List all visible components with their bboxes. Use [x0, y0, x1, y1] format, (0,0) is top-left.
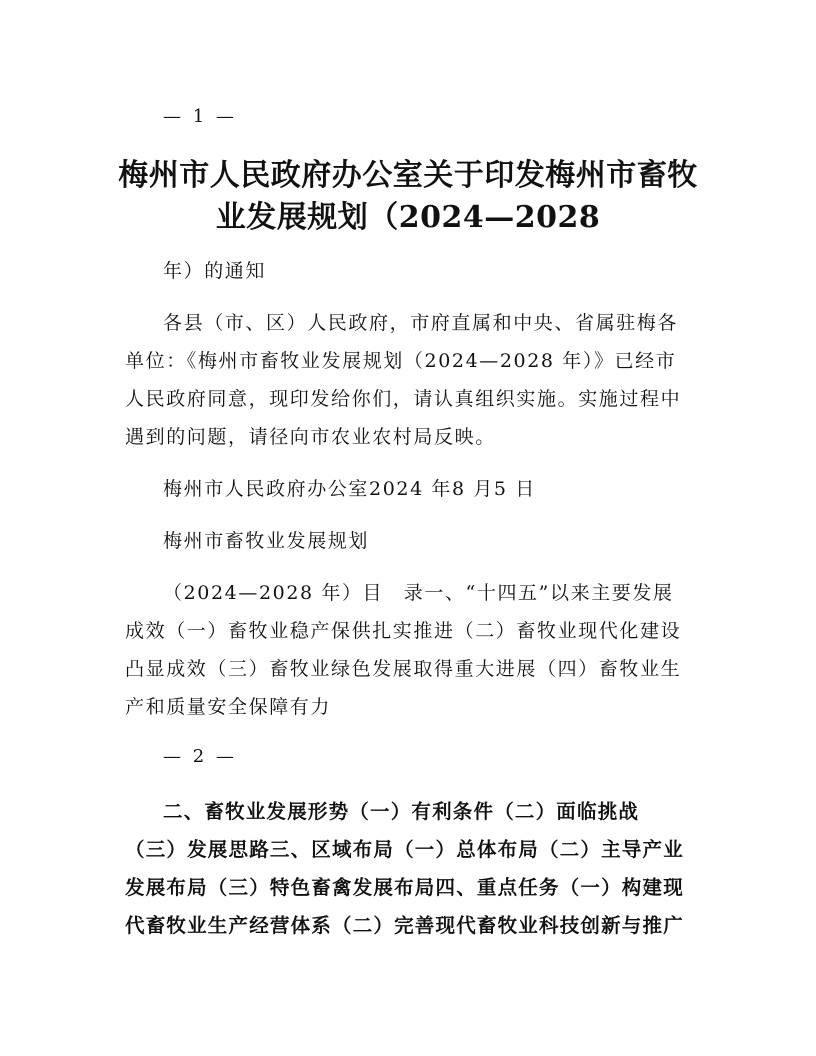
paragraph-line: 遇到的问题，请径向市农业农村局反映。	[125, 426, 496, 448]
document-title-line-2: 业发展规划（2024—2028	[215, 200, 601, 235]
title-continuation: 年）的通知	[163, 260, 267, 282]
page-number-2: — 2 —	[163, 746, 237, 767]
page-number-1: — 1 —	[163, 106, 237, 127]
toc-line: （2024—2028 年）目 录一、“十四五”以来主要发展	[163, 582, 674, 604]
document-title-line-1: 梅州市人民政府办公室关于印发梅州市畜牧	[118, 158, 698, 193]
paragraph-line: 各县（市、区）人民政府，市府直属和中央、省属驻梅各	[163, 312, 679, 334]
outline-line: （三）发展思路三、区域布局（一）总体布局（二）主导产业	[125, 838, 684, 861]
outline-line: 代畜牧业生产经营体系（二）完善现代畜牧业科技创新与推广	[125, 914, 684, 937]
paragraph-line: 人民政府同意，现印发给你们，请认真组织实施。实施过程中	[125, 388, 682, 410]
toc-line: 成效（一）畜牧业稳产保供扎实推进（二）畜牧业现代化建设	[125, 620, 682, 642]
toc-line: 产和质量安全保障有力	[125, 696, 332, 718]
plan-title: 梅州市畜牧业发展规划	[163, 530, 370, 552]
paragraph-line: 单位：《梅州市畜牧业发展规划（2024—2028 年）》已经市	[125, 350, 677, 372]
outline-line: 发展布局（三）特色畜禽发展布局四、重点任务（一）构建现	[125, 876, 684, 899]
toc-line: 凸显成效（三）畜牧业绿色发展取得重大进展（四）畜牧业生	[125, 658, 682, 680]
outline-line: 二、畜牧业发展形势（一）有利条件（二）面临挑战	[163, 800, 640, 823]
signature-date-line: 梅州市人民政府办公室2024 年8 月5 日	[163, 478, 536, 500]
